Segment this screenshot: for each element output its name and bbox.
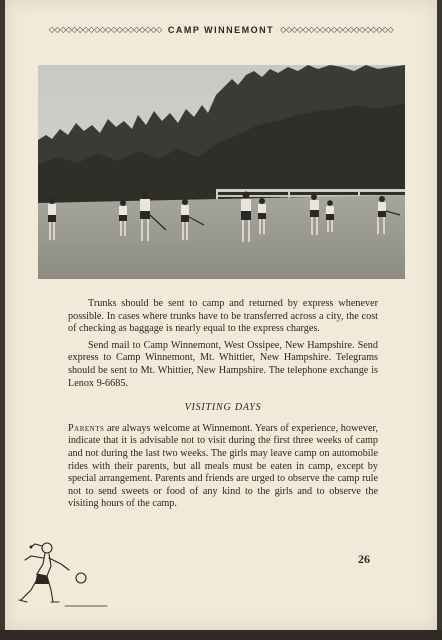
header-ornament-right: ◇◇◇◇◇◇◇◇◇◇◇◇◇◇◇◇◇◇◇◇: [280, 25, 394, 34]
paragraph-mail: Send mail to Camp Winnemont, West Ossipee, New Hampshire. Send express to Camp Winnemont, Mt. Whittier, New Hampshire. Telegrams should be sent to Mt. Whittier, New Hampshire. The telephone exchange is Lenox 9-6685.: [68, 339, 378, 389]
paragraph-visiting: [68, 423, 378, 511]
body-text: [68, 298, 378, 515]
section-heading-visiting-days: VISITING DAYS: [184, 402, 262, 414]
header-ornament-left: ◇◇◇◇◇◇◇◇◇◇◇◇◇◇◇◇◇◇◇◇: [48, 25, 162, 34]
girl-playing-ball-sketch: [7, 538, 117, 614]
page-header: [5, 22, 437, 38]
header-title: CAMP WINNEMONT: [167, 25, 275, 35]
page-number: 26: [358, 552, 370, 566]
field-hockey-photo: [38, 65, 405, 279]
paragraph-trunks: Trunks should be sent to camp and returned by express whenever possible. In cases where trunks have to be transferred across a city, the cost of checking as baggage is nearly equal to the express charges.: [68, 298, 378, 335]
paragraph-visiting-text: are always welcome at Winnemont. Years of experience, however, indicate that it is advisable not to visit during the first three weeks of camp and not during the last two weeks. The girls may leave camp on automobile rides with their parents, but all meals must be eaten in camp, except by special arrangement. Parents and friends are urged to observe the camp rule not to send sweets or food of any kind to the girls and to observe the visiting hours of the camp.: [68, 422, 378, 510]
paragraph-lead-word: Parents: [68, 422, 105, 434]
document-page: [5, 0, 437, 630]
page-bottom-edge: [0, 630, 442, 640]
